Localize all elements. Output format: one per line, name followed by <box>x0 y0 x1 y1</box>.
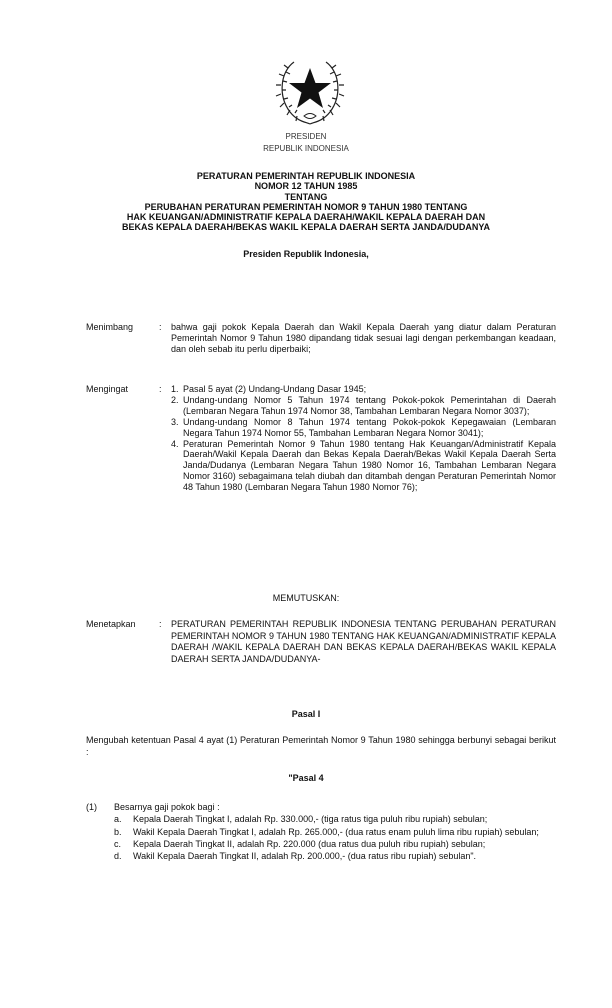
list-item <box>114 838 556 850</box>
pasal-4-heading: "Pasal 4 <box>288 773 324 783</box>
colon: : <box>159 619 162 629</box>
item-letter: a. <box>114 814 122 825</box>
item-text: Undang-undang Nomor 8 Tahun 1974 tentang Pokok-pokok Kepegawaian (Lembaran Negara Tahun 1974 Nomor 55, Tambahan Lembaran Negara Nomor 3041); <box>183 416 556 438</box>
list-item <box>114 813 556 825</box>
menetapkan-label: Menetapkan <box>86 619 136 629</box>
ayat-text: Besarnya gaji pokok bagi : <box>114 802 220 812</box>
president-salutation: Presiden Republik Indonesia, <box>243 249 369 259</box>
item-number: 4. <box>171 438 179 449</box>
list-item <box>171 439 556 494</box>
item-text: Undang-undang Nomor 5 Tahun 1974 tentang Pokok-pokok Pemerintahan di Daerah (Lembaran Negara Tahun 1974 Nomor 38, Tambahan Lembaran Negara Nomor 3037); <box>183 394 556 416</box>
document-title <box>0 171 612 233</box>
list-item <box>171 384 556 395</box>
pasal-1-heading: Pasal I <box>291 709 321 719</box>
item-letter: d. <box>114 851 122 862</box>
memutuskan-heading: MEMUTUSKAN: <box>272 593 340 603</box>
item-text: Peraturan Pemerintah Nomor 9 Tahun 1980 tentang Hak Keuangan/Administratif Kepala Daerah/Wakil Kepala Daerah dan Bekas Kepala Daerah/Bekas Wakil Kepala Daerah Serta Janda/Dudanya (Lembaran Negara Tahun 1980 Nomor 16, Tambahan Lembaran Negara Nomor 3160) sebagaimana telah diubah dan ditambah dengan Peraturan Pemerintah Nomor 48 Tahun 1980 (Lembaran Negara Tahun 1980 Nomor 76); <box>183 438 556 493</box>
title-line: BEKAS KEPALA DAERAH/BEKAS WAKIL KEPALA DAERAH SERTA JANDA/DUDANYA <box>121 222 491 233</box>
title-line: NOMOR 12 TAHUN 1985 <box>254 181 358 192</box>
item-text: Wakil Kepala Daerah Tingkat I, adalah Rp. 265.000,- (dua ratus enam puluh lima ribu rupiah) sebulan; <box>133 826 539 837</box>
pasal-1-text: Mengubah ketentuan Pasal 4 ayat (1) Peraturan Pemerintah Nomor 9 Tahun 1980 sehingga berbunyi sebagai berikut : <box>86 735 556 757</box>
title-line: PERATURAN PEMERINTAH REPUBLIK INDONESIA <box>196 171 416 181</box>
header-line-president: PRESIDEN <box>285 132 327 141</box>
list-item <box>171 417 556 439</box>
item-letter: b. <box>114 826 122 837</box>
list-item <box>171 395 556 417</box>
item-text: Kepala Daerah Tingkat I, adalah Rp. 330.000,- (tiga ratus tiga puluh ribu rupiah) sebulan; <box>133 814 488 825</box>
title-line: PERUBAHAN PERATURAN PEMERINTAH NOMOR 9 TAHUN 1980 TENTANG <box>144 201 468 212</box>
menimbang-label: Menimbang <box>86 322 134 332</box>
item-number: 1. <box>171 384 179 394</box>
pasal-4-ayat-1 <box>86 801 556 862</box>
item-text: Kepala Daerah Tingkat II, adalah Rp. 220.000 (dua ratus dua puluh ribu rupiah) sebulan; <box>133 838 486 849</box>
item-number: 2. <box>171 394 179 405</box>
colon: : <box>159 322 162 332</box>
title-line: TENTANG <box>284 191 328 202</box>
title-line: HAK KEUANGAN/ADMINISTRATIF KEPALA DAERAH/WAKIL KEPALA DAERAH DAN <box>126 212 486 223</box>
mengingat-label: Mengingat <box>86 384 129 394</box>
header-line-republic: REPUBLIK INDONESIA <box>263 144 349 153</box>
salary-list <box>114 813 556 862</box>
ayat-number: (1) <box>86 802 97 812</box>
menetapkan-text: PERATURAN PEMERINTAH REPUBLIK INDONESIA TENTANG PERUBAHAN PERATURAN PEMERINTAH NOMOR 9 TAHUN 1980 TENTANG HAK KEUANGAN/ADMINISTRATIF KEPALA DAERAH /WAKIL KEPALA DAERAH DAN BEKAS KEPALA DAERAH/BEKAS WAKIL KEPALA DAERAH SERTA JANDA/DUDANYA- <box>171 619 556 664</box>
menimbang-text: bahwa gaji pokok Kepala Daerah dan Wakil Kepala Daerah yang diatur dalam Peraturan Pemerintah Nomor 9 Tahun 1980 dipandang tidak sesuai lagi dengan perkembangan keadaan, dan oleh sebab itu perlu diperbaiki; <box>171 322 556 354</box>
item-text: Wakil Kepala Daerah Tingkat II, adalah Rp. 200.000,- (dua ratus ribu rupiah) sebulan". <box>133 851 477 862</box>
list-item <box>114 826 556 838</box>
item-number: 3. <box>171 416 179 427</box>
mengingat-list <box>171 384 556 493</box>
garuda-star-emblem-icon <box>272 52 348 128</box>
colon: : <box>159 384 162 394</box>
list-item <box>114 850 556 862</box>
item-text: Pasal 5 ayat (2) Undang-Undang Dasar 1945; <box>183 384 367 394</box>
item-letter: c. <box>114 838 122 849</box>
